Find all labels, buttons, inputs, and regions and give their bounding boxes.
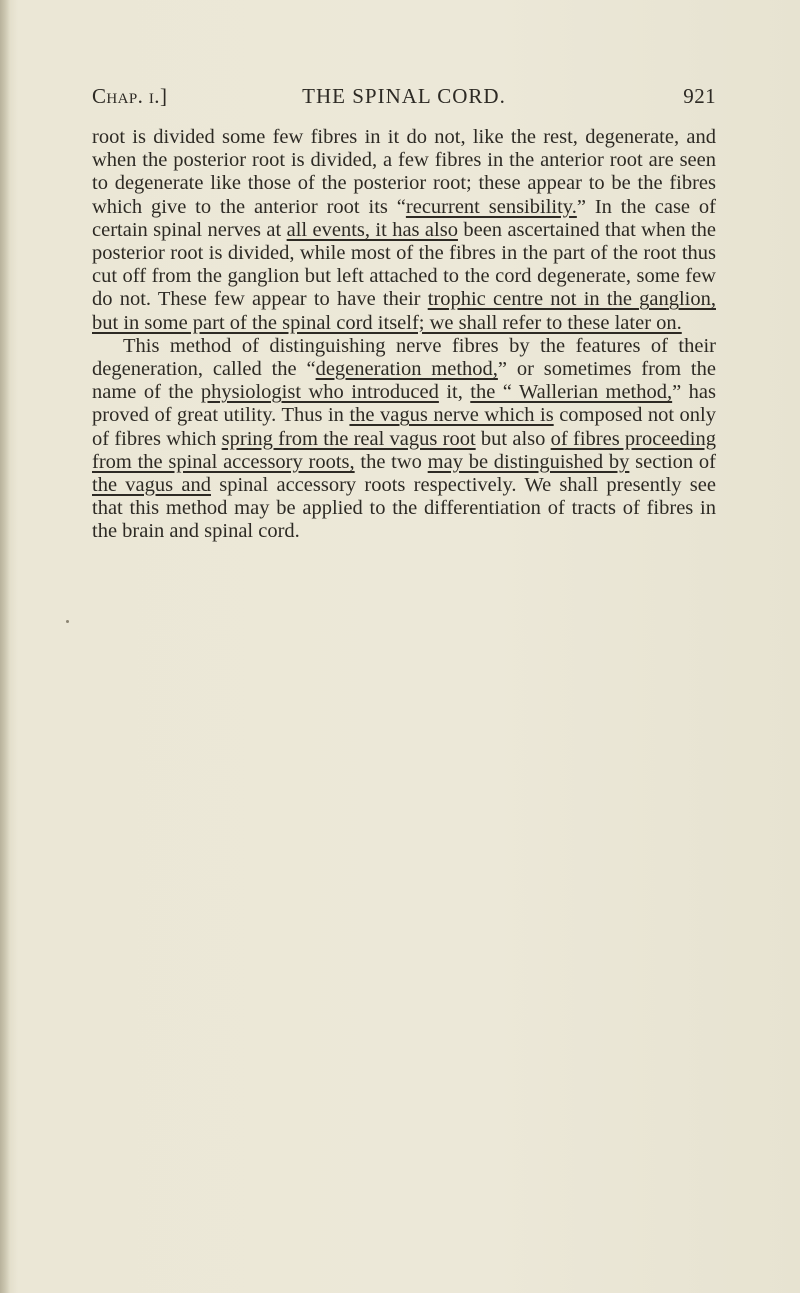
underlined-phrase: spring from the real vagus root <box>221 427 476 450</box>
text-segment: ” or sometimes from the name of the <box>92 358 716 404</box>
running-title: THE SPINAL CORD. <box>302 84 506 108</box>
chapter-label: Chap. i.] <box>92 84 168 108</box>
text-segment: composed not only of fibres which <box>92 404 717 450</box>
underlined-phrase: degeneration method, <box>315 358 498 381</box>
text-segment: the two <box>354 450 428 473</box>
underlined-phrase: of fibres proceeding from the spinal accessory roots, <box>92 427 716 473</box>
underlined-phrase: all events, it has also <box>286 218 458 241</box>
running-header <box>92 84 716 114</box>
text-segment: This method of distinguishing nerve fibres by the features of their degeneration, called the “ <box>92 334 716 381</box>
underlined-phrase: the “ Wallerian method, <box>470 381 673 404</box>
underlined-phrase: physiologist who introduced <box>200 381 439 404</box>
body-text <box>92 126 716 544</box>
page-number: 921 <box>683 84 716 108</box>
text-segment: ” In the case of certain spinal nerves at <box>92 195 716 241</box>
paragraph-1 <box>92 126 716 335</box>
underlined-phrase: the vagus nerve which is <box>349 404 554 427</box>
underlined-phrase: the vagus and <box>92 474 211 497</box>
underlined-phrase: recurrent sensibility. <box>405 195 577 218</box>
text-segment: it, <box>438 381 471 404</box>
underlined-phrase: trophic centre not in the ganglion, but in some part of the spinal cord itself; we shall refer to these later on. <box>92 288 716 334</box>
text-segment: ” has proved of great utility. Thus in <box>92 381 716 427</box>
paragraph-2 <box>92 335 716 544</box>
page-gutter-shadow <box>0 0 10 1293</box>
text-segment: root is divided some few fibres in it do not, like the rest, degenerate, and when the posterior root is divided, a few fibres in the anterior root are seen to degenerate like those of the posterior root; these appear to be the fibres which give to the anterior root its “ <box>92 126 716 218</box>
margin-speck <box>66 620 69 623</box>
text-segment: spinal accessory roots respectively. We shall presently see that this method may be applied to the differentiation of tracts of fibres in the brain and spinal cord. <box>92 474 716 543</box>
text-segment: been ascertained that when the posterior root is divided, while most of the fibres in the part of the root thus cut off from the ganglion but left attached to the cord degenerate, some few do not. These few appear to have their <box>92 218 717 311</box>
text-segment: but also <box>475 427 551 450</box>
underlined-phrase: may be distinguished by <box>427 450 630 473</box>
text-segment: section of <box>629 450 717 473</box>
